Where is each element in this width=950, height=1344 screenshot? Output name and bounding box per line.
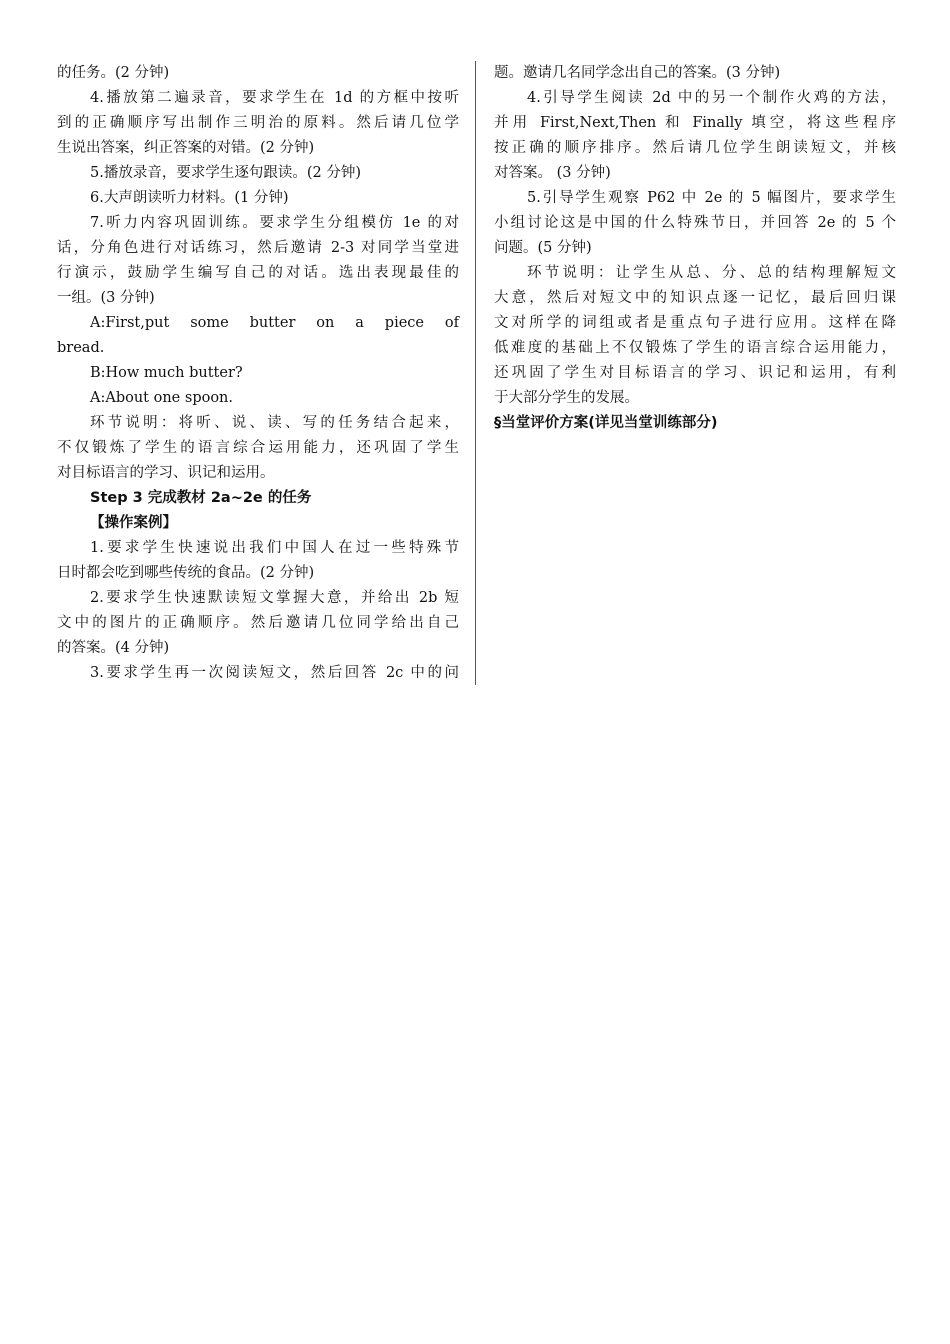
- text-line: 小组讨论这是中国的什么特殊节日，并回答 2e 的 5 个: [494, 215, 896, 231]
- text-line: 行演示，鼓励学生编写自己的对话。选出表现最佳的: [57, 265, 459, 281]
- text-line: 不仅锻炼了学生的语言综合运用能力，还巩固了学生: [57, 440, 459, 456]
- text-line: 4.引导学生阅读 2d 中的另一个制作火鸡的方法，: [527, 90, 896, 106]
- text-line: 对答案。 (3 分钟): [494, 165, 611, 181]
- text-line: 4.播放第二遍录音，要求学生在 1d 的方框中按听: [90, 90, 459, 106]
- subsection-heading: 【操作案例】: [90, 515, 177, 531]
- text-line: 到的正确顺序写出制作三明治的原料。然后请几位学: [57, 115, 459, 131]
- text-line: 并用 First,Next,Then 和 Finally 填空，将这些程序: [494, 115, 896, 131]
- text-line: 大意，然后对短文中的知识点逐一记忆，最后回归课: [494, 290, 896, 306]
- section-heading: §当堂评价方案(详见当堂训练部分): [494, 415, 718, 431]
- dialogue-line: A:About one spoon.: [90, 390, 234, 406]
- text-line: 问题。(5 分钟): [494, 240, 592, 256]
- text-line: 生说出答案，纠正答案的对错。(2 分钟): [57, 140, 315, 156]
- section-heading: Step 3 完成教材 2a~2e 的任务: [90, 490, 312, 506]
- text-line: 一组。(3 分钟): [57, 290, 155, 306]
- text-line: 的任务。(2 分钟): [57, 65, 170, 81]
- text-line: 环节说明：让学生从总、分、总的结构理解短文: [527, 265, 896, 281]
- column-divider: [475, 61, 476, 685]
- text-line: 文中的图片的正确顺序。然后邀请几位同学给出自己: [57, 615, 459, 631]
- text-line: 1.要求学生快速说出我们中国人在过一些特殊节: [90, 540, 459, 556]
- text-line: 话，分角色进行对话练习，然后邀请 2-3 对同学当堂进: [57, 240, 459, 256]
- text-line: 对目标语言的学习、识记和运用。: [57, 465, 275, 481]
- text-line: 低难度的基础上不仅锻炼了学生的语言综合运用能力，: [494, 340, 896, 356]
- text-line: 的答案。(4 分钟): [57, 640, 170, 656]
- text-line: 3.要求学生再一次阅读短文，然后回答 2c 中的问: [90, 665, 459, 681]
- dialogue-line: A:First,put some butter on a piece of: [90, 315, 459, 331]
- dialogue-line: bread.: [57, 340, 105, 356]
- text-line: 按正确的顺序排序。然后请几位学生朗读短文，并核: [494, 140, 896, 156]
- text-line: 7.听力内容巩固训练。要求学生分组模仿 1e 的对: [90, 215, 459, 231]
- text-line: 环节说明：将听、说、读、写的任务结合起来，: [90, 415, 459, 431]
- text-line: 2.要求学生快速默读短文掌握大意，并给出 2b 短: [90, 590, 459, 606]
- text-line: 日时都会吃到哪些传统的食品。(2 分钟): [57, 565, 315, 581]
- text-line: 5.引导学生观察 P62 中 2e 的 5 幅图片，要求学生: [527, 190, 896, 206]
- text-line: 6.大声朗读听力材料。(1 分钟): [90, 190, 289, 206]
- text-line: 文对所学的词组或者是重点句子进行应用。这样在降: [494, 315, 896, 331]
- dialogue-line: B:How much butter?: [90, 365, 243, 381]
- right-column: [494, 61, 896, 436]
- text-line: 还巩固了学生对目标语言的学习、识记和运用，有利: [494, 365, 896, 381]
- text-line: 5.播放录音，要求学生逐句跟读。(2 分钟): [90, 165, 361, 181]
- text-line: 题。邀请几名同学念出自己的答案。(3 分钟): [494, 65, 781, 81]
- text-line: 于大部分学生的发展。: [494, 390, 639, 406]
- left-column: [57, 61, 459, 686]
